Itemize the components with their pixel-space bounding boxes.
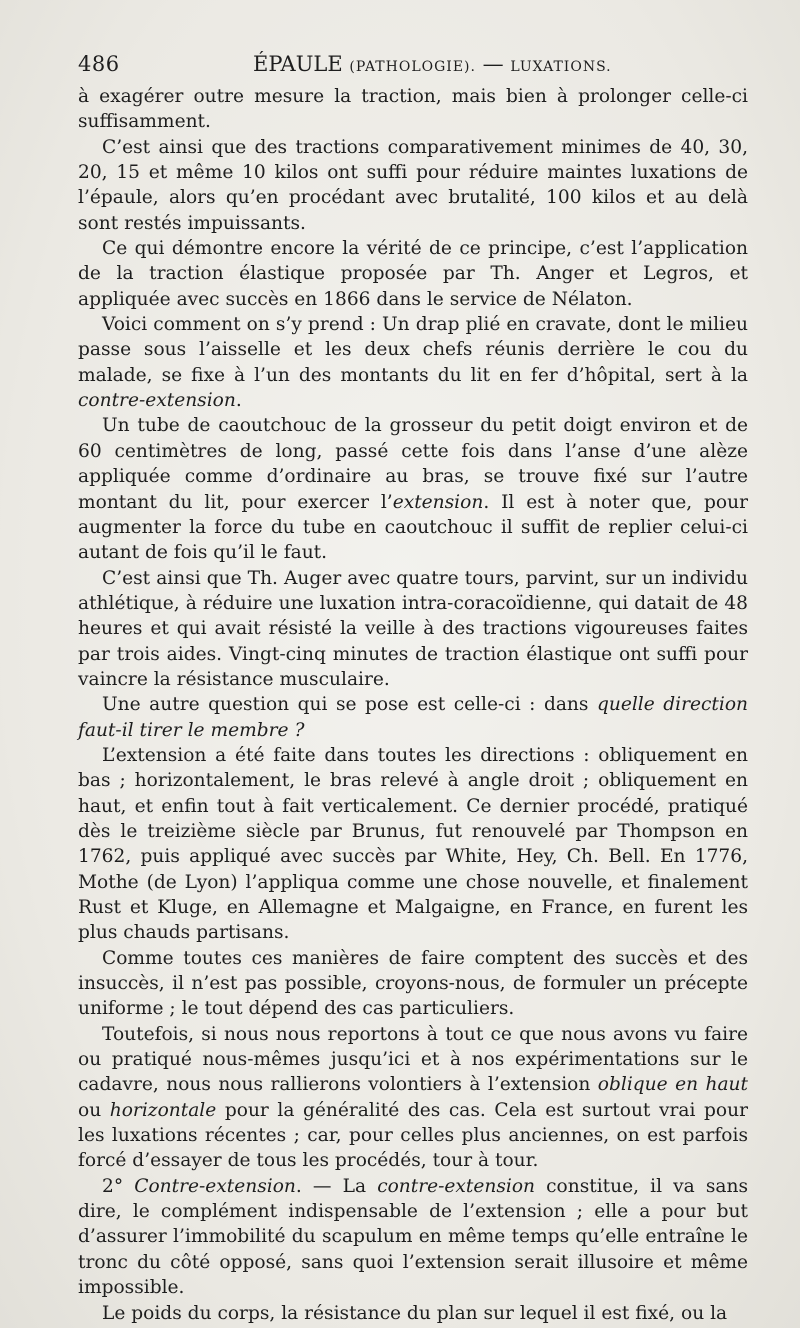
paragraph bbox=[78, 1301, 748, 1326]
text-run: pour la généralité des cas. Cela est surtout vrai pour les luxations récentes ; car, pour celles plus anciennes, on est parfois forcé d’essayer de tous les procédés, tour à tour. bbox=[78, 1099, 748, 1172]
text-run: C’est ainsi que des tractions comparativement minimes de 40, 30, 20, 15 et même 10 kilos ont suffi pour réduire maintes luxations de l’épaule, alors qu’en procédant avec brutalité, 100 kilos et au delà sont restés impuissants. bbox=[78, 136, 748, 234]
text-run: . Il est à noter que, pour augmenter la force du tube en caoutchouc il suffit de replier celui-ci autant de fois qu’il le faut. bbox=[78, 491, 748, 564]
paragraph bbox=[78, 946, 748, 1022]
italic-text: oblique en haut bbox=[597, 1074, 748, 1096]
text-run: C’est ainsi que Th. Auger avec quatre tours, parvint, sur un individu athlétique, à réduire une luxation intra-coracoïdienne, qui datait de 48 heures et qui avait résisté la veille à des tractions vigoureuses faites par trois aides. Vingt-cinq minutes de traction élastique ont suffi pour vaincre la résistance musculaire. bbox=[78, 567, 748, 690]
running-head-section: LUXATIONS. bbox=[510, 59, 612, 75]
italic-text: extension bbox=[392, 491, 484, 513]
paragraph bbox=[78, 135, 748, 236]
text-run: . — La bbox=[295, 1175, 378, 1197]
paragraph bbox=[78, 743, 748, 946]
paragraph bbox=[78, 413, 748, 565]
italic-text: quelle direction faut-il tirer le membre ? bbox=[78, 694, 749, 741]
text-run: 2° bbox=[102, 1175, 135, 1197]
running-head-title: ÉPAULE bbox=[253, 52, 343, 76]
text-run: Ce qui démontre encore la vérité de ce principe, c’est l’application de la traction élastique proposée par Th. Anger et Legros, et appliquée avec succès en 1866 dans le service de Nélaton. bbox=[78, 238, 748, 310]
italic-text: Contre-extension bbox=[134, 1175, 296, 1197]
paragraph bbox=[78, 236, 748, 312]
text-run: Le poids du corps, la résistance du plan sur lequel il est fixé, ou la bbox=[102, 1302, 728, 1324]
paragraph bbox=[78, 692, 748, 743]
text-run: . bbox=[235, 390, 242, 412]
paragraph bbox=[78, 566, 748, 693]
text-run: Voici comment on s’y prend : Un drap plié en cravate, dont le milieu passe sous l’aisselle et les deux chefs réunis derrière le cou du malade, se fixe à l’un des montants du lit en fer d’hôpital, sert à la bbox=[78, 314, 748, 386]
running-head bbox=[253, 52, 612, 76]
text-run: Comme toutes ces manières de faire comptent des succès et des insuccès, il n’est pas possible, croyons-nous, de formuler un précepte uniforme ; le tout dépend des cas particuliers. bbox=[78, 947, 748, 1020]
page-number: 486 bbox=[78, 52, 120, 76]
page-header bbox=[78, 52, 750, 84]
paragraph bbox=[78, 84, 748, 135]
text-run: constitue, il va sans dire, le complément indispensable de l’extension ; elle a pour but d’assurer l’immobilité du scapulum en même temps qu’elle entraîne le tronc du côté opposé, sans quoi l’extension serait illusoire et même impossible. bbox=[78, 1175, 749, 1299]
running-head-subtitle: (PATHOLOGIE). bbox=[349, 59, 476, 75]
text-run: ou bbox=[78, 1099, 110, 1121]
running-head-dash: — bbox=[482, 52, 504, 76]
text-run: Un tube de caoutchouc de la grosseur du petit doigt environ et de 60 centimètres de long, passé cette fois dans l’anse d’une alèze appliquée comme d’ordinaire au bras, se trouve fixé sur l’autre montant du lit, pour exercer l’ bbox=[78, 415, 748, 513]
italic-text: horizontale bbox=[109, 1099, 217, 1121]
italic-text: contre-extension bbox=[377, 1175, 536, 1197]
paragraph bbox=[78, 1022, 748, 1174]
body-text bbox=[78, 84, 748, 1326]
text-run: L’extension a été faite dans toutes les directions : obliquement en bas ; horizontalement, le bras relevé à angle droit ; obliquement en haut, et enfin tout à fait verticalement. Ce dernier procédé, pratiqué dès le treizième siècle par Brunus, fut renouvelé par Thompson en 1762, puis appliqué avec succès par White, Hey, Ch. Bell. En 1776, Mothe (de Lyon) l’appliqua comme une chose nouvelle, et finalement Rust et Kluge, en Allemagne et Malgaigne, en France, en furent les plus chauds partisans. bbox=[78, 744, 748, 944]
text-run: Une autre question qui se pose est celle-ci : dans bbox=[102, 694, 597, 716]
text-run: à exagérer outre mesure la traction, mais bien à prolonger celle-ci suffisamment. bbox=[78, 86, 748, 133]
paragraph bbox=[78, 1174, 748, 1301]
paragraph bbox=[78, 312, 748, 413]
italic-text: contre-extension bbox=[78, 390, 236, 412]
text-run: Toutefois, si nous nous reportons à tout ce que nous avons vu faire ou pratiqué nous-mêmes jusqu’ici et à nos expérimentations sur le cadavre, nous nous rallierons volontiers à l’extension bbox=[78, 1023, 748, 1096]
